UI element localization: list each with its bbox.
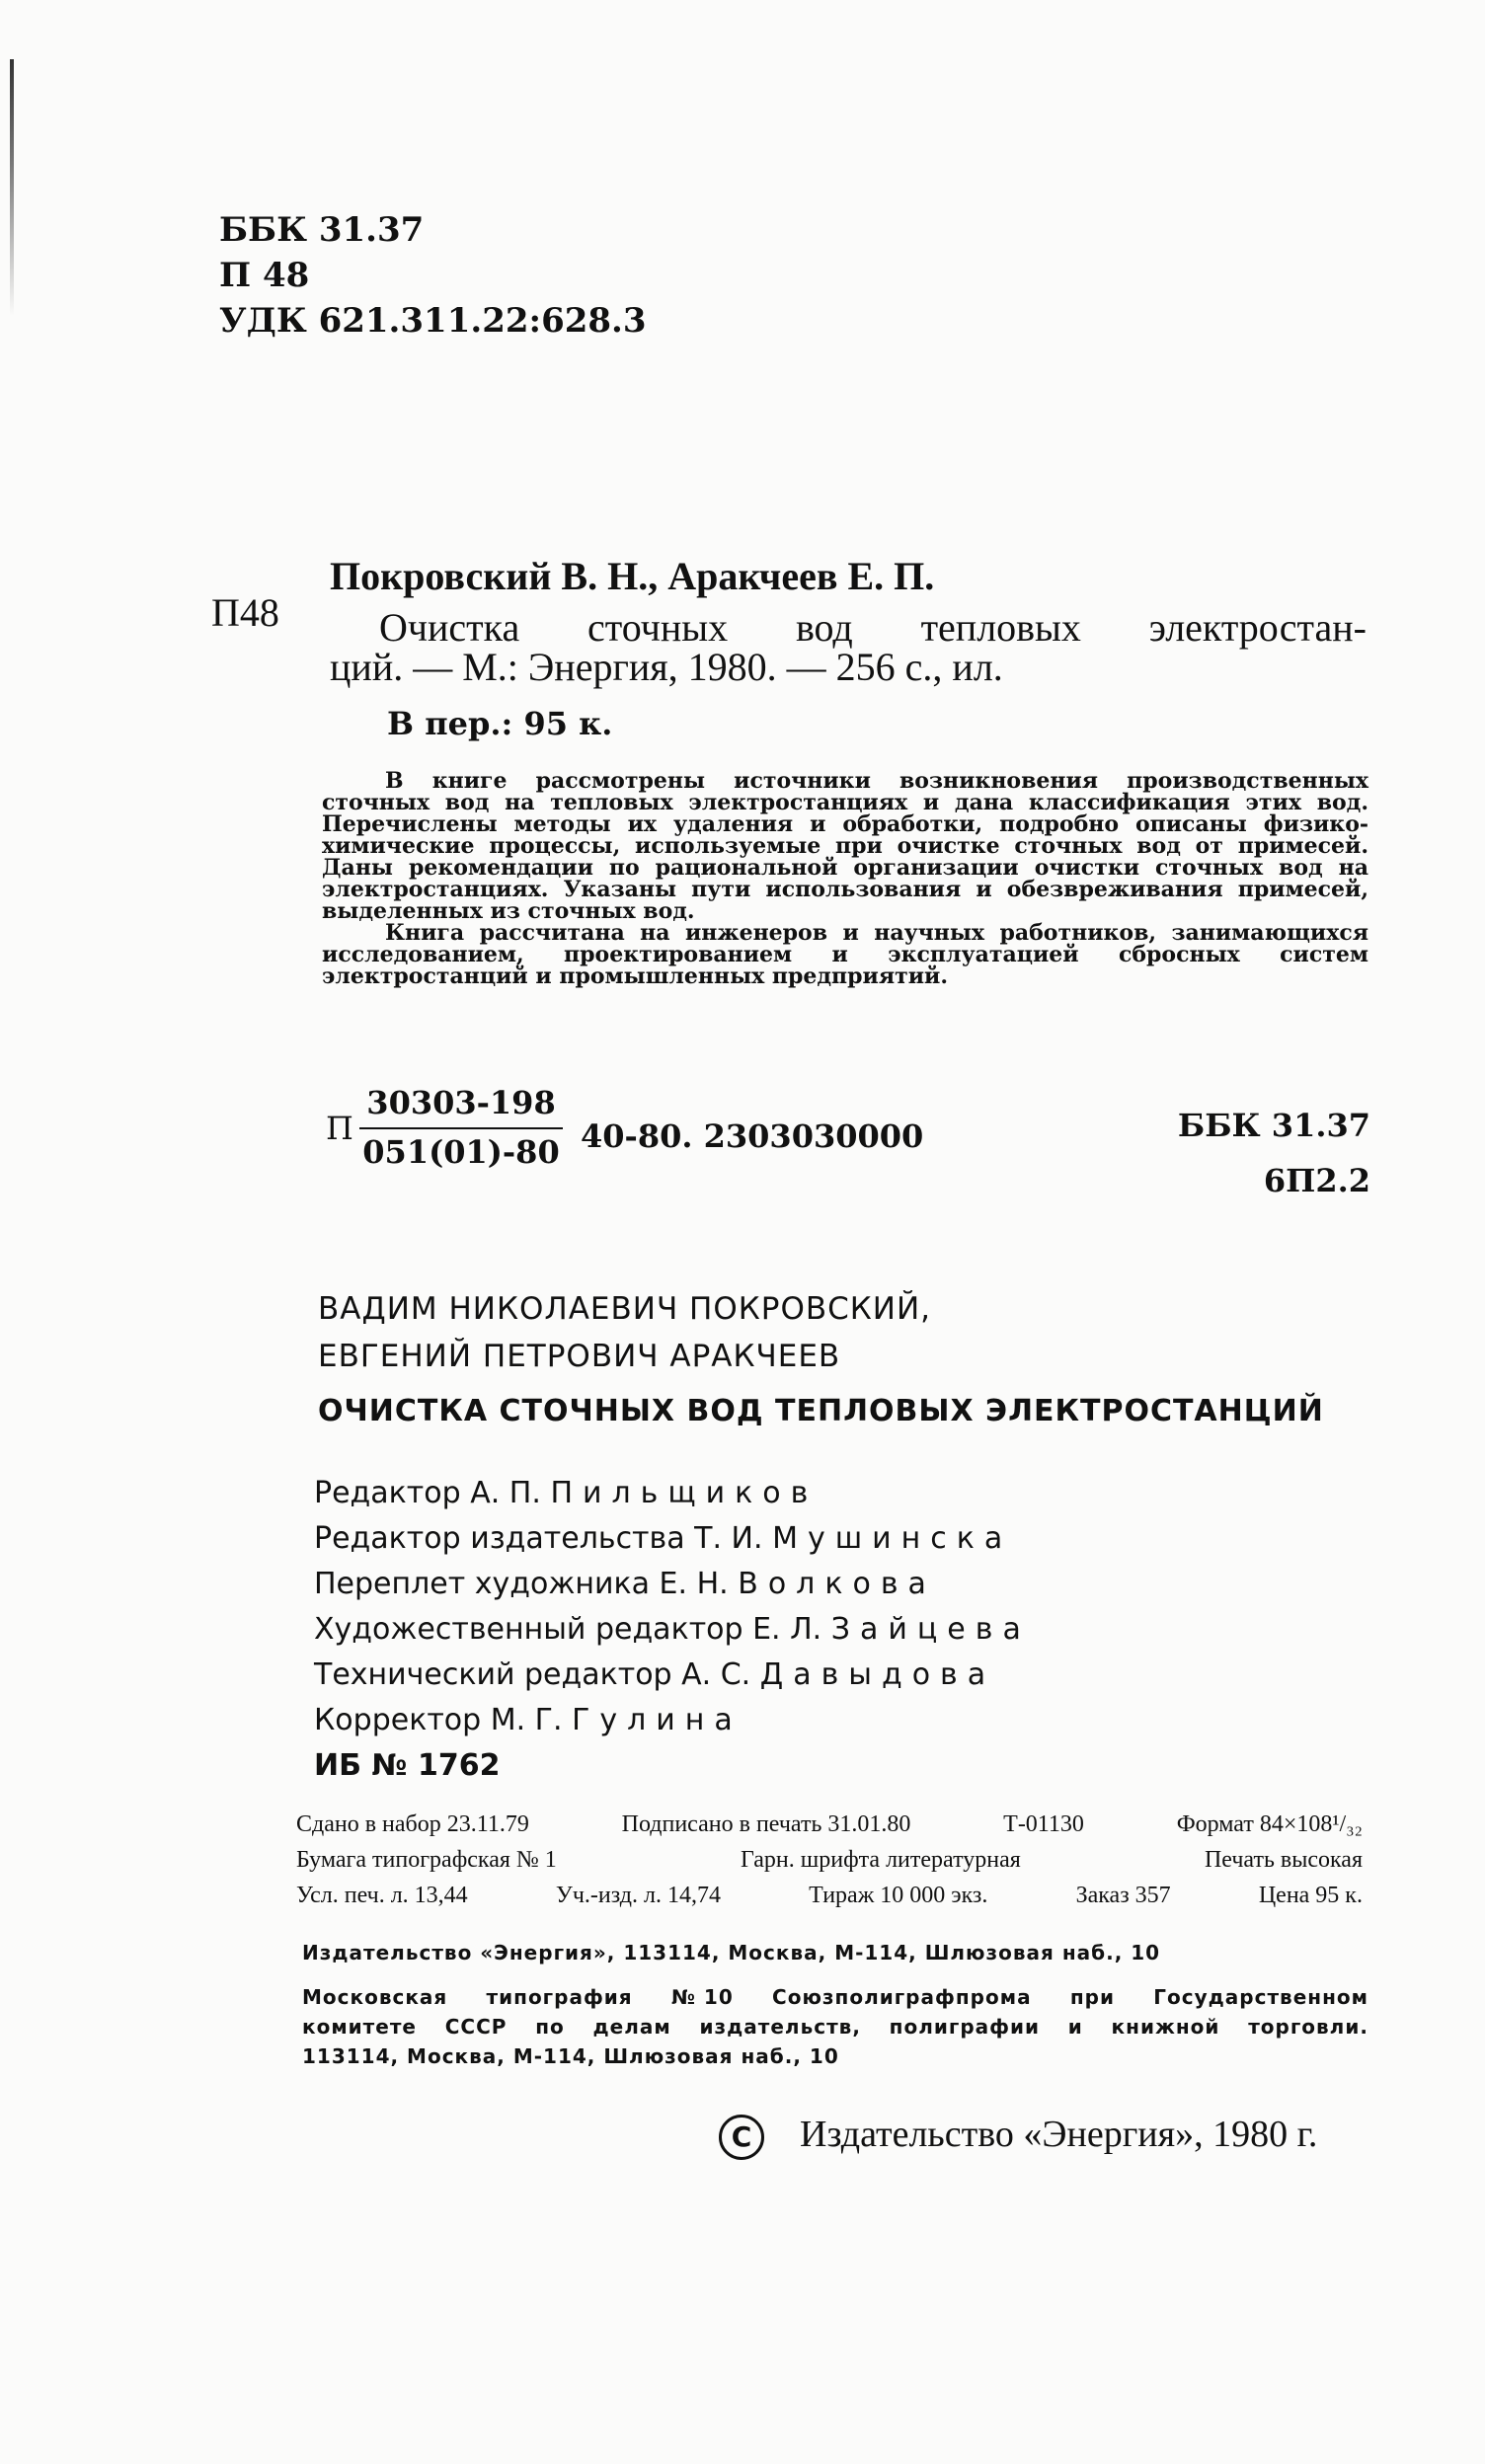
tech-field: Бумага типографская № 1 xyxy=(296,1847,557,1873)
printer-word: Московская xyxy=(302,1985,448,2009)
catalog-title-line-2: ций. — М.: Энергия, 1980. — 256 с., ил. xyxy=(330,645,1003,689)
printer-word: при xyxy=(1069,1985,1115,2009)
printer-word: комитете xyxy=(302,2015,417,2039)
credit-name: Волкова xyxy=(738,1567,936,1601)
catalog-title-line-1: Очистка сточных вод тепловых электростан- xyxy=(379,605,1367,650)
tech-field: Заказ 357 xyxy=(1075,1883,1171,1908)
credit-name: Пильщиков xyxy=(550,1476,819,1510)
printer-word: издательств, xyxy=(699,2015,861,2039)
printer-row-2 xyxy=(302,2012,1368,2041)
index-fraction xyxy=(359,1084,563,1171)
index-bbk xyxy=(1178,1098,1370,1208)
printer-word: Союзполиграфпрома xyxy=(772,1985,1032,2009)
index-code: 40-80. 2303030000 xyxy=(581,1117,924,1155)
tech-field: Формат 84×108¹/₃₂ xyxy=(1176,1811,1363,1837)
tech-field: Т-01130 xyxy=(1003,1811,1084,1837)
printer-row-3: 113114, Москва, М-114, Шлюзовая наб., 10 xyxy=(302,2044,839,2068)
credit-name: Давыдова xyxy=(759,1657,996,1692)
tech-field: Подписано в печать 31.01.80 xyxy=(621,1811,911,1837)
technical-row-1 xyxy=(296,1807,1363,1842)
index-prefix: П xyxy=(326,1110,353,1147)
copyright-line xyxy=(719,2113,1317,2160)
printer-row-1 xyxy=(302,1982,1368,2012)
printer-word: по xyxy=(535,2015,565,2039)
imprint-authors xyxy=(318,1285,931,1380)
udk-code: УДК 621.311.22:628.3 xyxy=(219,301,647,341)
credit-name: Гулина xyxy=(572,1703,742,1737)
credit-role: Корректор М. Г. xyxy=(314,1703,563,1737)
scan-edge-mark xyxy=(10,59,14,316)
author-mark: П 48 xyxy=(219,256,310,295)
bbk-code: ББК 31.37 xyxy=(219,210,425,250)
annotation xyxy=(322,770,1368,987)
index-numerator: 30303-198 xyxy=(366,1084,556,1121)
credits-list xyxy=(314,1471,1031,1789)
printer-info xyxy=(302,1982,1368,2071)
credit-line xyxy=(314,1607,1031,1653)
printer-word: № 10 xyxy=(670,1985,734,2009)
printer-word: типография xyxy=(486,1985,633,2009)
ib-number: ИБ № 1762 xyxy=(314,1748,501,1783)
printer-word: полиграфии xyxy=(889,2015,1041,2039)
tech-field: Сдано в набор 23.11.79 xyxy=(296,1811,529,1837)
credit-line xyxy=(314,1698,1031,1743)
index-denominator: 051(01)-80 xyxy=(362,1133,560,1171)
technical-data xyxy=(296,1807,1363,1913)
catalog-authors: Покровский В. Н., Аракчеев Е. П. xyxy=(330,554,935,598)
index-bbk-sub: 6П2.2 xyxy=(1263,1162,1370,1199)
tech-field: Уч.-изд. л. 14,74 xyxy=(555,1883,721,1908)
credit-line xyxy=(314,1562,1031,1607)
credit-role: Художественный редактор Е. Л. xyxy=(314,1612,822,1647)
copyright-icon: C xyxy=(719,2115,764,2160)
catalog-mark: П48 xyxy=(211,590,279,635)
credit-role: Технический редактор А. С. xyxy=(314,1657,751,1692)
credit-role: Редактор издательства Т. И. xyxy=(314,1521,763,1556)
credit-role: Редактор А. П. xyxy=(314,1476,541,1510)
technical-row-2 xyxy=(296,1842,1363,1878)
imprint-author-2: ЕВГЕНИЙ ПЕТРОВИЧ АРАКЧЕЕВ xyxy=(318,1339,841,1374)
imprint-title: ОЧИСТКА СТОЧНЫХ ВОД ТЕПЛОВЫХ ЭЛЕКТРОСТАНЦИЙ xyxy=(318,1394,1324,1428)
tech-field: Тираж 10 000 экз. xyxy=(809,1883,988,1908)
copyright-text: Издательство «Энергия», 1980 г. xyxy=(800,2114,1318,2155)
imprint-author-1: ВАДИМ НИКОЛАЕВИЧ ПОКРОВСКИЙ, xyxy=(318,1291,932,1327)
credit-line xyxy=(314,1471,1031,1516)
tech-field: Усл. печ. л. 13,44 xyxy=(296,1883,468,1908)
index-bbk-code: ББК 31.37 xyxy=(1177,1107,1370,1144)
printer-word: книжной xyxy=(1111,2015,1220,2039)
printer-word: делам xyxy=(592,2015,671,2039)
technical-row-3 xyxy=(296,1878,1363,1913)
publisher-address: Издательство «Энергия», 113114, Москва, М-114, Шлюзовая наб., 10 xyxy=(302,1941,1161,1964)
credit-role: Переплет художника Е. Н. xyxy=(314,1567,729,1601)
printer-word: Государственном xyxy=(1153,1985,1368,2009)
printer-word: торговли. xyxy=(1248,2015,1368,2039)
printer-word: и xyxy=(1067,2015,1083,2039)
printer-word: СССР xyxy=(444,2015,508,2039)
catalog-price: В пер.: 95 к. xyxy=(387,705,613,742)
credit-name: Мушинска xyxy=(772,1521,1013,1556)
credit-line xyxy=(314,1516,1031,1562)
classification-codes xyxy=(219,207,647,344)
credit-name: Зайцева xyxy=(830,1612,1031,1647)
tech-field: Печать высокая xyxy=(1204,1847,1363,1873)
tech-field: Цена 95 к. xyxy=(1258,1883,1363,1908)
annotation-paragraph-1: В книге рассмотрены источники возникновения производственных сточных вод на тепловых электростанциях и дана классификация этих вод. Перечислены методы их удаления и обработки, подробно описаны физико-химические процессы, используемые при очистке сточных вод от примесей. Даны рекомендации по рациональной организации очистки сточных вод на электростанциях. Указаны пути использования и обезвреживания примесей, выделенных из сточных вод. xyxy=(322,768,1368,924)
credit-line xyxy=(314,1653,1031,1698)
tech-field: Гарн. шрифта литературная xyxy=(741,1847,1021,1873)
annotation-paragraph-2: Книга рассчитана на инженеров и научных работников, занимающихся исследованием, проектированием и эксплуатацией сбросных систем электростанций и промышленных предприятий. xyxy=(322,920,1368,989)
